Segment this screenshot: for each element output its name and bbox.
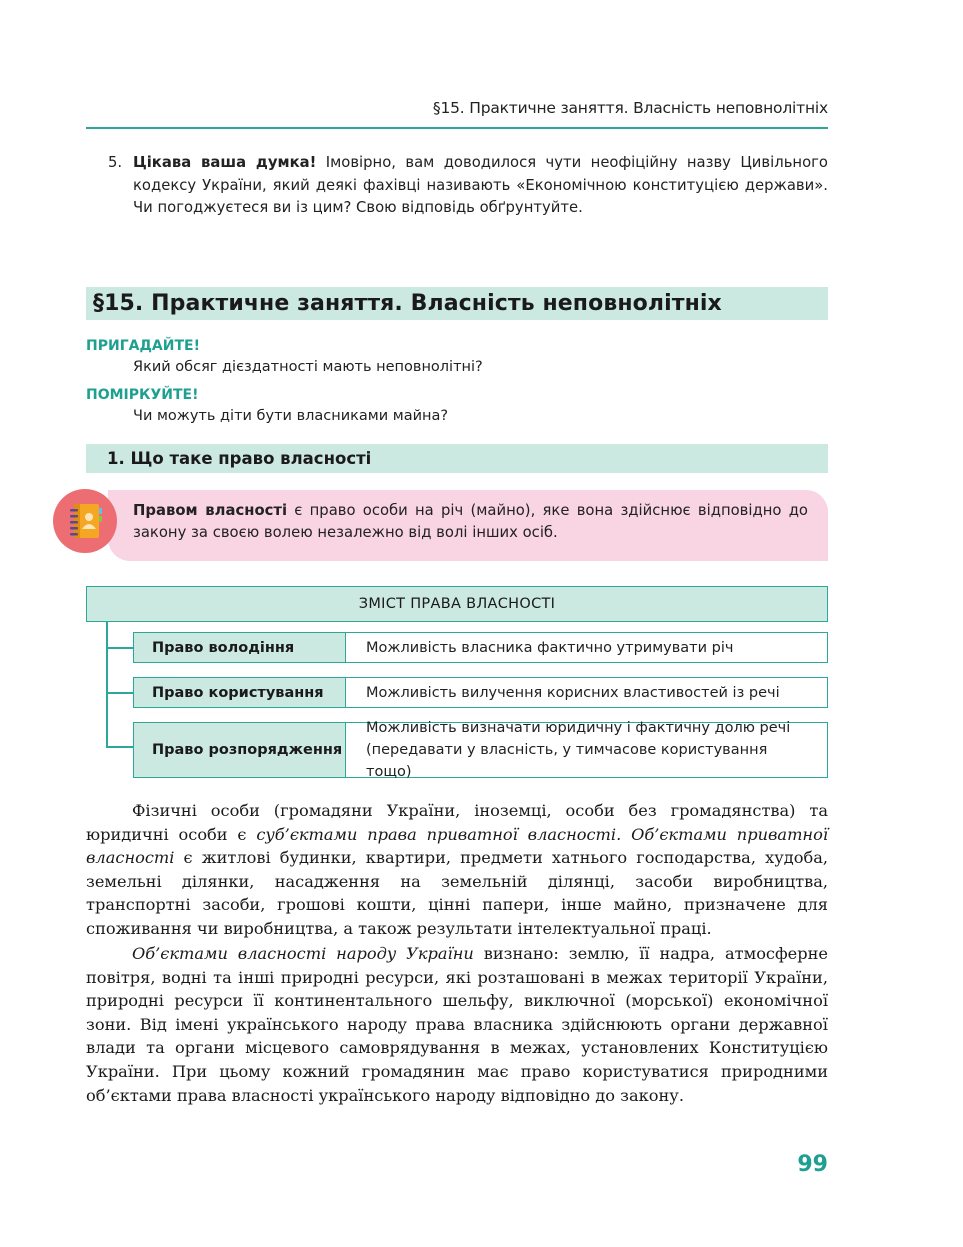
- task-number: 5.: [108, 154, 123, 171]
- running-header: §15. Практичне заняття. Власність неповнолітніх: [432, 99, 828, 117]
- definition-text: [133, 500, 808, 544]
- tree-branch: [106, 746, 133, 748]
- diagram-row-disposal: [133, 722, 828, 778]
- notebook-icon: [53, 489, 117, 553]
- diagram-title: ЗМІСТ ПРАВА ВЛАСНОСТІ: [86, 586, 828, 622]
- think-text: Чи можуть діти бути власниками майна?: [133, 408, 449, 424]
- page-number: 99: [797, 1152, 828, 1177]
- diagram-row-use: [133, 677, 828, 708]
- diagram-row-possession: [133, 632, 828, 663]
- paragraph-2: [86, 942, 828, 1107]
- task-bold: Цікава ваша думка!: [133, 154, 317, 171]
- header-rule: [86, 127, 828, 129]
- task-5: [108, 152, 828, 220]
- para1-italic: суб’єктами права приватної власності. Об’єктами приватної власності: [86, 824, 829, 868]
- row-desc: Можливість власника фактично утримувати річ: [366, 639, 734, 656]
- tree-branch: [106, 647, 133, 649]
- paragraph-1: [86, 799, 828, 941]
- para1-text-2: є житлові будинки, квартири, предмети хатнього господарства, худоба, земельні ділянки, насадження на земельній ділянці, засоби виробництва, транспортні засоби, грошові кошти, цінні папери, інше майно, призначене для споживання чи виробництва, а також результати інтелектуальної праці.: [86, 848, 828, 938]
- row-desc: Можливість визначати юридичну і фактичну долю речі (передавати у власність, у тимчасове користування тощо): [366, 720, 791, 780]
- row-label: Право володіння: [134, 633, 346, 662]
- recall-label: ПРИГАДАЙТЕ!: [86, 338, 200, 354]
- tree-trunk: [106, 621, 108, 747]
- para2-text: визнано: землю, її надра, атмосферне повітря, водні та інші природні ресурси, які розташовані в межах території України, природні ресурси її континентального шельфу, виключної (морської) економічної зони. Від імені українського народу права власника здійснюють органи державної влади та органи місцевого самоврядування в межах, установлених Конституцією України. При цьому кожний громадянин має право користуватися природними об’єктами права власності українського народу відповідно до закону.: [86, 944, 828, 1105]
- row-label: Право користування: [134, 678, 346, 707]
- task-body: [133, 152, 828, 220]
- tree-branch: [106, 692, 133, 694]
- definition-body: є право особи на річ (майно), яке вона здійснює відповідно до закону за своєю волею незалежно від волі інших осіб.: [133, 502, 808, 541]
- subsection-title: 1. Що таке право власності: [107, 449, 372, 468]
- row-desc: Можливість вилучення корисних властивостей із речі: [366, 684, 780, 701]
- definition-term: Правом власності: [133, 502, 288, 519]
- para2-italic: Об’єктами власності народу України: [132, 944, 474, 963]
- section-title: §15. Практичне заняття. Власність неповнолітніх: [93, 291, 722, 316]
- recall-text: Який обсяг дієздатності мають неповнолітні?: [133, 359, 483, 375]
- para1-text: Фізичні особи (громадяни України, іноземці, особи без громадянства) та юридичні особи є: [86, 801, 828, 844]
- think-label: ПОМІРКУЙТЕ!: [86, 387, 199, 403]
- row-label: Право розпорядження: [134, 723, 346, 777]
- task-text: Імовірно, вам доводилося чути неофіційну назву Цивільного кодексу України, який деякі фахівці називають «Економічною конституцією держави». Чи погоджуєтеся ви із цим? Свою відповідь обґрунтуйте.: [133, 154, 828, 216]
